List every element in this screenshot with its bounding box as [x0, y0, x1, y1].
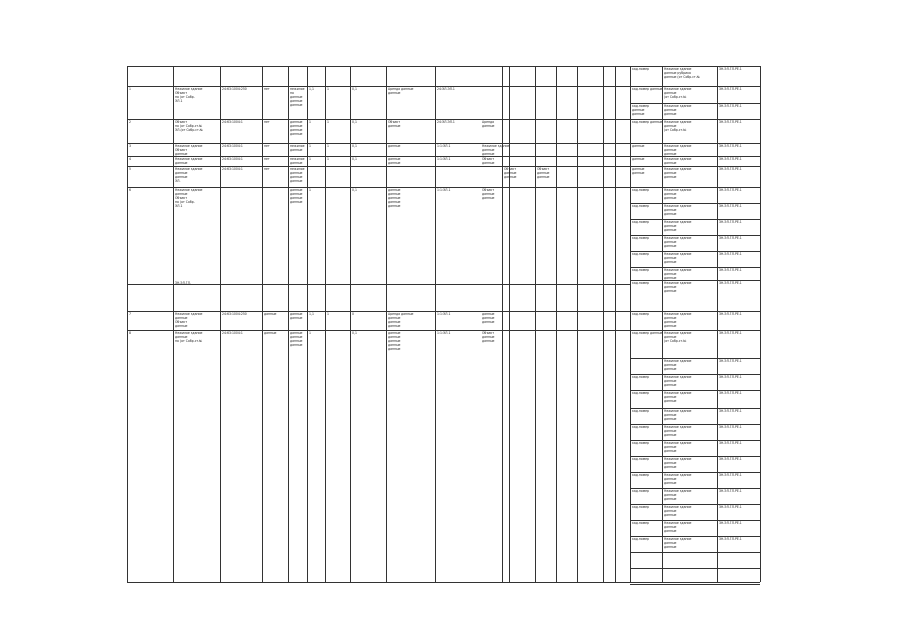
table-cell: данные: [264, 312, 277, 316]
table-cell: нет: [264, 157, 270, 161]
table-cell: данные: [632, 144, 645, 148]
table-cell: Нежилое здание данные Объект но (от Собр. ЭЛ.1: [175, 188, 203, 208]
table-cell: Нежилое здание данные (от Собр.ст.№: [664, 331, 692, 343]
table-cell: ЗН.ЭЛ.ГЛ.РЕ.1: [719, 441, 742, 445]
table-rule-horizontal: [630, 568, 760, 569]
table-cell: ЗН.ЭЛ.ГЛ.РЕ.1: [719, 236, 742, 240]
table-cell: 4: [129, 157, 131, 161]
table-cell: 1,1: [309, 312, 314, 316]
table-cell: 0,1: [352, 144, 357, 148]
table-cell: Нежилое здание данные данные: [664, 281, 692, 293]
table-cell: Нежилое здание данные данные: [664, 359, 692, 371]
table-cell: кад.номер: [632, 473, 650, 477]
table-cell: 1:1:ЭЛ.1: [437, 312, 451, 316]
table-cell: Нежилое здание данные данные: [664, 144, 692, 156]
table-cell: кад.номер данные: [632, 87, 663, 91]
table-cell: ЗН.ЭЛ.ГЛ.: [175, 281, 191, 285]
table-cell: Нежилое здание данные данные: [664, 505, 692, 517]
table-cell: Нежилое здание данные данные: [664, 521, 692, 533]
table-cell: Нежилое здание данные данные: [664, 391, 692, 403]
table-cell: данные данные: [290, 312, 303, 320]
table-cell: кад.номер: [632, 537, 650, 541]
table-cell: кад.номер: [632, 236, 650, 240]
table-cell: кад.номер: [632, 268, 650, 272]
table-cell: Аренда данные данные данные данные: [388, 312, 414, 328]
table-cell: Нежилое здание данные данные: [664, 188, 692, 200]
table-cell: ЗН.ЭЛ.ГЛ.РЕ.1: [719, 268, 742, 272]
table-cell: кад.номер: [632, 281, 650, 285]
table-cell: ЗН.ЭЛ.ГЛ.РЕ.1: [719, 144, 742, 148]
table-cell: Объект данные: [482, 157, 495, 165]
table-cell: ЗН.ЭЛ.ГЛ.РЕ.1: [719, 67, 742, 71]
table-cell: Нежилое здание данные данные: [664, 473, 692, 485]
table-cell: Нежилое здание данные данные: [664, 537, 692, 549]
table-cell: Нежилое здание данные но (от Собр.ст.№: [175, 331, 203, 343]
table-cell: 1: [327, 312, 329, 316]
table-cell: Нежилое здание Объект данные: [175, 144, 203, 156]
table-cell: данные данные данные данные данные: [388, 188, 401, 208]
table-rule-horizontal: [127, 119, 630, 120]
table-cell: Нежилое здание данные данные: [664, 409, 692, 421]
table-cell: Объект данные данные: [537, 167, 550, 179]
table-cell: ЗН.ЭЛ.ГЛ.РЕ.1: [719, 537, 742, 541]
table-cell: ЗН.ЭЛ.ГЛ.РЕ.1: [719, 87, 742, 91]
table-cell: Нежилое здание Объект но (от Собр. ЭЛ.1: [175, 87, 203, 103]
table-cell: 24:63:1004:1: [222, 167, 243, 171]
table-cell: нет: [264, 144, 270, 148]
table-cell: данные данные данные данные: [290, 331, 303, 347]
table-cell: ЗН.ЭЛ.ГЛ.РЕ.1: [719, 521, 742, 525]
table-rule-vertical: [760, 66, 761, 582]
table-cell: нежилое но данные данные данные: [290, 87, 305, 107]
table-cell: Нежилое здание данные Объект данные: [175, 312, 203, 328]
table-cell: 0: [352, 312, 354, 316]
table-cell: нежилое данные: [290, 157, 305, 165]
table-cell: 24:63:1004:1: [222, 120, 243, 124]
table-cell: Нежилое здание данные данные ЭЛ.: [175, 167, 203, 183]
table-cell: Нежилое здание данные: [664, 157, 692, 165]
table-cell: 1: [309, 157, 311, 161]
table-cell: кад.номер: [632, 67, 650, 71]
table-cell: ЗН.ЭЛ.ГЛ.РЕ.1: [719, 252, 742, 256]
table-cell: Нежилое здание данные данные: [664, 204, 692, 216]
table-rule-horizontal: [127, 156, 630, 157]
table-cell: Нежилое здание данные данные: [664, 425, 692, 437]
table-cell: ЗН.ЭЛ.ГЛ.РЕ.1: [719, 375, 742, 379]
table-cell: 0,1: [352, 120, 357, 124]
table-cell: ЗН.ЭЛ.ГЛ.РЕ.1: [719, 281, 742, 285]
table-cell: Нежилое здание данные данные данные: [664, 312, 692, 328]
table-cell: 24:63:1004:1: [222, 144, 243, 148]
table-cell: ЗН.ЭЛ.ГЛ.РЕ.1: [719, 188, 742, 192]
table-rule-horizontal: [127, 187, 630, 188]
table-cell: данные: [632, 157, 645, 161]
table-cell: данные данные данные: [482, 312, 495, 324]
table-cell: нет: [264, 120, 270, 124]
table-rule-horizontal: [127, 86, 630, 87]
table-cell: ЗН.ЭЛ.ГЛ.РЕ.1: [719, 204, 742, 208]
table-cell: 1: [309, 331, 311, 335]
table-cell: ЗН.ЭЛ.ГЛ.РЕ.1: [719, 409, 742, 413]
table-cell: Нежилое здание данные рубрика данные (от Собр.ст.№: [664, 67, 700, 79]
table-rule-horizontal: [630, 584, 760, 585]
table-cell: 6: [129, 188, 131, 192]
table-cell: кад.номер: [632, 188, 650, 192]
table-cell: ЗН.ЭЛ.ГЛ.РЕ.1: [719, 391, 742, 395]
table-cell: 0,1: [352, 157, 357, 161]
table-cell: ЗН.ЭЛ.ГЛ.РЕ.1: [719, 157, 742, 161]
table-cell: 1: [129, 87, 131, 91]
table-cell: кад.номер: [632, 521, 650, 525]
table-cell: нет: [264, 87, 270, 91]
table-cell: 24:ЭЛ.ЭЛ.1: [437, 87, 455, 91]
table-cell: 5: [129, 167, 131, 171]
table-cell: данные данные данные данные: [290, 120, 303, 136]
table-cell: данные данные: [632, 167, 645, 175]
table-cell: 7: [129, 312, 131, 316]
table-cell: Объект данные данные: [504, 167, 517, 179]
table-cell: Нежилое здание данные данные: [664, 268, 692, 280]
table-cell: кад.номер: [632, 505, 650, 509]
table-cell: 1: [327, 120, 329, 124]
table-cell: Нежилое здание данные данные: [664, 104, 692, 116]
table-cell: ЗН.ЭЛ.ГЛ.РЕ.1: [719, 489, 742, 493]
table-cell: 24:63:1004:250: [222, 312, 247, 316]
table-cell: 1: [309, 188, 311, 192]
table-cell: Нежилое здание данные (от Собр.ст.№: [664, 120, 692, 132]
table-rule-horizontal: [127, 143, 630, 144]
table-cell: 1: [327, 87, 329, 91]
table-cell: 1: [309, 144, 311, 148]
table-cell: 0,1: [352, 87, 357, 91]
table-cell: ЗН.ЭЛ.ГЛ.РЕ.1: [719, 104, 742, 108]
table-cell: Нежилое здание данные данные: [664, 489, 692, 501]
table-cell: кад.номер: [632, 489, 650, 493]
table-rule-horizontal: [127, 311, 630, 312]
table-cell: 24:63:1004:1: [222, 331, 243, 335]
table-cell: Объект данные данные: [482, 331, 495, 343]
table-cell: ЗН.ЭЛ.ГЛ.РЕ.1: [719, 167, 742, 171]
table-cell: 24:63:1004:250: [222, 87, 247, 91]
table-cell: 0,1: [352, 331, 357, 335]
table-cell: 1,1: [309, 87, 314, 91]
table-cell: ЗН.ЭЛ.ГЛ.РЕ.1: [719, 457, 742, 461]
table-cell: Объект данные данные: [482, 188, 495, 200]
table-rule-horizontal: [127, 582, 760, 583]
table-cell: 1: [309, 120, 311, 124]
table-cell: ЗН.ЭЛ.ГЛ.РЕ.1: [719, 425, 742, 429]
table-cell: кад.номер: [632, 252, 650, 256]
table-cell: ЗН.ЭЛ.ГЛ.РЕ.1: [719, 220, 742, 224]
table-cell: ЗН.ЭЛ.ГЛ.РЕ.1: [719, 359, 742, 363]
table-cell: данные данные данные данные: [290, 188, 303, 204]
table-cell: ЗН.ЭЛ.ГЛ.РЕ.1: [719, 120, 742, 124]
table-cell: кад.номер: [632, 220, 650, 224]
table-cell: 24:ЭЛ.ЭЛ.1: [437, 120, 455, 124]
table-cell: кад.номер данные: [632, 331, 663, 335]
table-cell: ЗН.ЭЛ.ГЛ.РЕ.1: [719, 473, 742, 477]
table-cell: кад.номер: [632, 425, 650, 429]
table-cell: нет: [264, 167, 270, 171]
table-cell: 3: [129, 144, 131, 148]
table-cell: кад.номер: [632, 457, 650, 461]
table-cell: Нежилое здание данные данные: [664, 167, 692, 179]
table-cell: Объект данные: [388, 120, 401, 128]
table-cell: Нежилое здание данные данные: [664, 441, 692, 453]
table-cell: Нежилое здание данные данные: [664, 220, 692, 232]
table-cell: данные: [388, 144, 401, 148]
table-cell: кад.номер данные: [632, 120, 663, 124]
table-rule-horizontal: [127, 330, 630, 331]
table-cell: ЗН.ЭЛ.ГЛ.РЕ.1: [719, 312, 742, 316]
table-cell: ЗН.ЭЛ.ГЛ.РЕ.1: [719, 331, 742, 335]
table-cell: Нежилое здание данные данные: [664, 236, 692, 248]
table-cell: кад.номер: [632, 409, 650, 413]
table-cell: данные данные: [388, 157, 401, 165]
table-rule-horizontal: [127, 166, 630, 167]
table-cell: 1: [327, 157, 329, 161]
table-cell: Нежилое здание данные данные: [664, 457, 692, 469]
table-cell: 24:63:1004:1: [222, 157, 243, 161]
table-cell: кад.номер данные данные: [632, 104, 650, 116]
table-cell: Нежилое здание данные (от Собр.ст.№: [664, 87, 692, 99]
table-cell: Аренда данные: [482, 120, 495, 128]
table-cell: нежилое данные данные данные: [290, 167, 305, 183]
table-cell: кад.номер: [632, 204, 650, 208]
table-cell: Аренда данные данные: [388, 87, 414, 95]
table-cell: 0,1: [352, 188, 357, 192]
table-cell: данные данные данные данные данные: [388, 331, 401, 351]
table-cell: 2: [129, 120, 131, 124]
table-cell: данные: [264, 331, 277, 335]
table-rule-horizontal: [630, 552, 760, 553]
table-cell: 1:1:ЭЛ.1: [437, 144, 451, 148]
table-cell: кад.номер: [632, 441, 650, 445]
table-cell: кад.номер: [632, 312, 650, 316]
table-cell: нежилое данные: [290, 144, 305, 152]
table-cell: кад.номер: [632, 391, 650, 395]
table-cell: ЗН.ЭЛ.ГЛ.РЕ.1: [719, 505, 742, 509]
table-cell: 8: [129, 331, 131, 335]
table-cell: Нежилое здание данные: [175, 157, 203, 165]
table-cell: 1:1:ЭЛ.1: [437, 331, 451, 335]
table-cell: Нежилое здание данные данные: [482, 144, 510, 156]
table-cell: Объект но (от Собр.ст.№ ЭЛ.(от Собр.ст.№: [175, 120, 203, 132]
table-cell: 1: [327, 144, 329, 148]
table-cell: 1:1:ЭЛ.1: [437, 188, 451, 192]
table-cell: кад.номер: [632, 375, 650, 379]
table-cell: Нежилое здание данные данные: [664, 252, 692, 264]
table-cell: Нежилое здание данные данные: [664, 375, 692, 387]
table-cell: 1:1:ЭЛ.1: [437, 157, 451, 161]
